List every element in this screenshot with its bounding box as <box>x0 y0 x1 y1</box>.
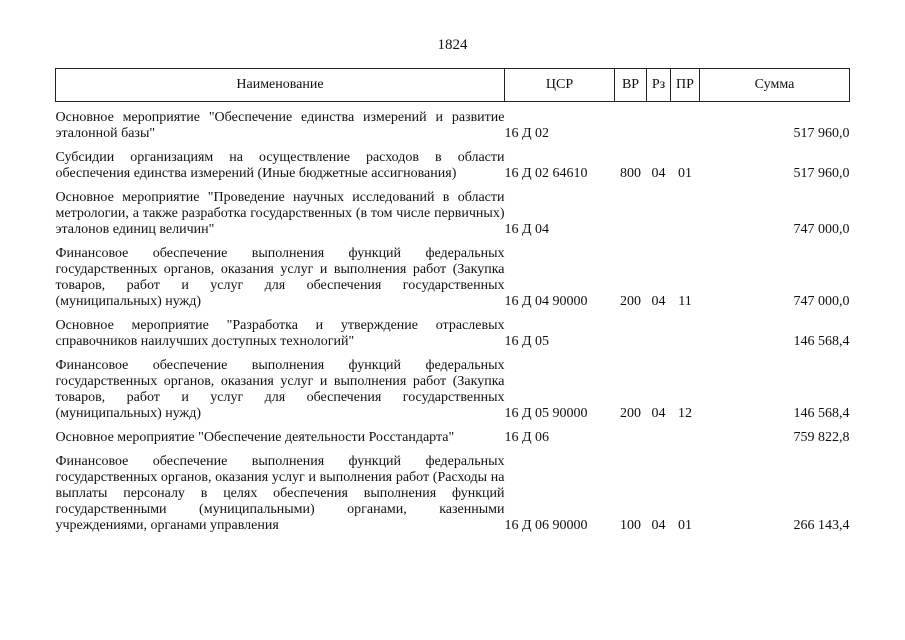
row-vr <box>615 190 647 238</box>
row-sum: 747 000,0 <box>793 294 850 309</box>
row-pr <box>671 318 700 350</box>
table-row <box>56 110 850 142</box>
table-row <box>56 318 850 350</box>
row-csr: 16 Д 02 <box>504 126 550 141</box>
spacer <box>56 350 850 358</box>
row-rz <box>647 190 671 238</box>
row-pr: 01 <box>678 518 692 533</box>
row-pr <box>671 110 700 142</box>
row-vr: 800 <box>620 166 641 181</box>
table-row <box>56 454 850 534</box>
budget-table <box>55 68 850 534</box>
table-row <box>56 150 850 182</box>
row-name: Основное мероприятие "Проведение научных исследований в области метрологии, а также разработка государственных (в том числе первичных) эталонов единиц величин" <box>55 190 505 237</box>
row-csr: 16 Д 06 90000 <box>504 518 588 533</box>
row-sum: 759 822,8 <box>793 430 850 445</box>
spacer <box>56 310 850 318</box>
row-rz: 04 <box>651 518 666 533</box>
header-csr: ЦСР <box>505 69 615 102</box>
row-vr <box>615 318 647 350</box>
spacer <box>56 102 850 111</box>
row-vr: 200 <box>620 406 641 421</box>
spacer <box>56 446 850 454</box>
row-name: Финансовое обеспечение выполнения функций федеральных государственных органов, оказания услуг и выполнения работ (Расходы на выплаты персоналу в целях обеспечения выполнения функций государственными (муниципальными) органами, казенными учреждениями, органами управления <box>55 454 505 533</box>
row-sum: 146 568,4 <box>793 334 850 349</box>
row-pr: 11 <box>678 294 692 309</box>
header-sum: Сумма <box>700 69 850 102</box>
row-rz: 04 <box>651 406 666 421</box>
table-row <box>56 246 850 310</box>
row-sum: 517 960,0 <box>793 166 850 181</box>
row-rz <box>647 430 671 446</box>
row-rz: 04 <box>651 294 666 309</box>
page-number: 1824 <box>437 37 468 53</box>
row-csr: 16 Д 05 90000 <box>504 406 588 421</box>
row-csr: 16 Д 04 <box>504 222 550 237</box>
row-csr: 16 Д 05 <box>504 334 550 349</box>
row-sum: 517 960,0 <box>793 126 850 141</box>
header-name: Наименование <box>56 69 505 102</box>
row-csr: 16 Д 02 64610 <box>504 166 588 181</box>
spacer <box>56 238 850 246</box>
row-name: Финансовое обеспечение выполнения функций федеральных государственных органов, оказания услуг и выполнения работ (Закупка товаров, работ и услуг для обеспечения государственных (муниципальных) нужд) <box>55 358 505 421</box>
table-row <box>56 190 850 238</box>
row-rz: 04 <box>651 166 666 181</box>
row-pr: 12 <box>678 406 692 421</box>
header-pr: ПР <box>671 69 700 102</box>
spacer <box>56 142 850 150</box>
row-csr: 16 Д 06 <box>504 430 550 445</box>
row-vr: 100 <box>620 518 641 533</box>
row-vr <box>615 110 647 142</box>
table-row <box>56 430 850 446</box>
row-pr <box>671 430 700 446</box>
spacer <box>56 182 850 190</box>
row-vr: 200 <box>620 294 641 309</box>
row-name: Субсидии организациям на осуществление расходов в области обеспечения единства измерений (Иные бюджетные ассигнования) <box>55 150 505 181</box>
spacer <box>56 422 850 430</box>
row-sum: 266 143,4 <box>793 518 850 533</box>
row-name: Финансовое обеспечение выполнения функций федеральных государственных органов, оказания услуг и выполнения работ (Закупка товаров, работ и услуг для обеспечения государственных (муниципальных) нужд) <box>55 246 505 309</box>
row-rz <box>647 110 671 142</box>
row-name: Основное мероприятие "Обеспечение единства измерений и развитие эталонной базы" <box>55 110 505 141</box>
row-sum: 146 568,4 <box>793 406 850 421</box>
row-rz <box>647 318 671 350</box>
row-pr <box>671 190 700 238</box>
table-row <box>56 358 850 422</box>
row-sum: 747 000,0 <box>793 222 850 237</box>
row-name: Основное мероприятие "Разработка и утверждение отраслевых справочников наилучших доступных технологий" <box>55 318 505 349</box>
table-header-row <box>56 69 850 102</box>
row-name: Основное мероприятие "Обеспечение деятельности Росстандарта" <box>55 430 455 445</box>
row-vr <box>615 430 647 446</box>
header-rz: Рз <box>647 69 671 102</box>
row-csr: 16 Д 04 90000 <box>504 294 588 309</box>
row-pr: 01 <box>678 166 692 181</box>
header-vr: ВР <box>615 69 647 102</box>
